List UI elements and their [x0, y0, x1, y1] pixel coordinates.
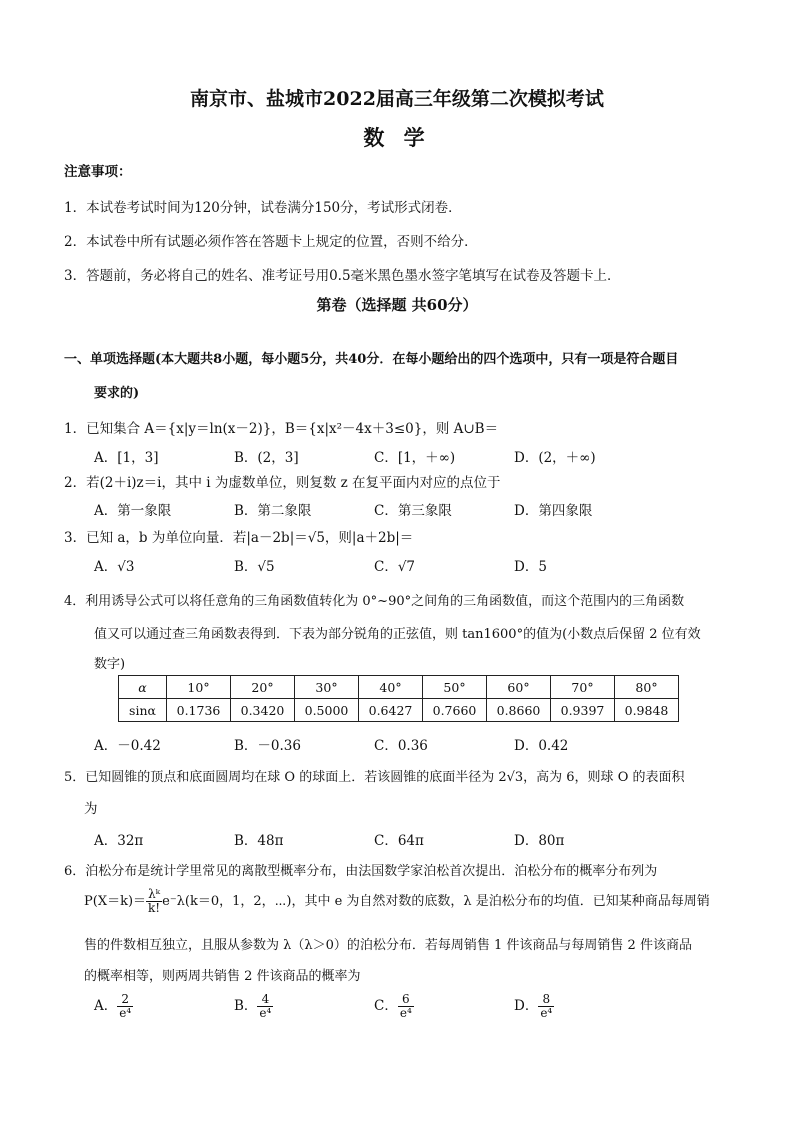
- section-title: 第卷（选择题 共60分）: [316, 296, 478, 314]
- exam-title: 南京市、盐城市2022届高三年级第二次模拟考试: [190, 88, 604, 110]
- option-label: C．: [374, 998, 398, 1015]
- option-label: B．: [234, 998, 258, 1015]
- option-denominator: e⁴: [119, 1006, 132, 1021]
- question-4-stem-cont: 值又可以通过查三角函数表得到．下表为部分锐角的正弦值，则 tan1600°的值为(小数点后保留 2 位有效: [94, 627, 701, 642]
- q3-option-c: C．√7: [374, 559, 416, 575]
- note-item: 2．本试卷中所有试题必须作答在答题卡上规定的位置，否则不给分．: [64, 234, 478, 250]
- question-6-stem: 6．泊松分布是统计学里常见的离散型概率分布，由法国数学家泊松首次提出．泊松分布的概率分布列为: [64, 864, 658, 879]
- option-denominator: e⁴: [259, 1006, 272, 1021]
- table-cell: α: [119, 676, 167, 699]
- q4-option-d: D．0.42: [514, 738, 569, 754]
- formula-numerator: λᵏ: [146, 888, 162, 902]
- table-cell: 0.3420: [231, 699, 295, 722]
- part-instructions: 一、单项选择题(本大题共8小题，每小题5分，共40分．在每小题给出的四个选项中，只有一项是符合题目: [64, 352, 679, 367]
- table-cell: 0.7660: [423, 699, 487, 722]
- table-row: [119, 699, 679, 722]
- q2-option-a: A．第一象限: [94, 503, 172, 519]
- option-fraction: [538, 993, 554, 1020]
- table-cell: 60°: [487, 676, 551, 699]
- q5-option-b: B．48π: [234, 833, 284, 849]
- part-instructions-cont: 要求的): [94, 386, 140, 401]
- question-1-stem: 1．已知集合 A＝{x|y＝ln(x－2)}，B＝{x|x²－4x＋3≤0}，则 A∪B＝: [64, 421, 499, 437]
- option-fraction: [117, 993, 133, 1020]
- question-5-stem-cont: 为: [84, 801, 98, 817]
- formula-left: P(X＝k)＝: [84, 894, 147, 910]
- q1-option-d: D．(2，＋∞): [514, 450, 596, 466]
- question-3-stem: 3．已知 a，b 为单位向量．若|a－2b|＝√5，则|a＋2b|＝: [64, 530, 414, 546]
- option-fraction: [398, 993, 414, 1020]
- question-6-stem-cont: 的概率相等，则两周共销售 2 件该商品的概率为: [84, 969, 361, 984]
- question-6-stem-cont: 售的件数相互独立，且服从参数为 λ（λ＞0）的泊松分布．若每周销售 1 件该商品与每周销售 2 件该商品: [84, 938, 692, 953]
- table-cell: 0.8660: [487, 699, 551, 722]
- table-cell: 30°: [295, 676, 359, 699]
- q2-option-c: C．第三象限: [374, 503, 452, 519]
- q6-option-d: [514, 993, 554, 1020]
- note-item: 1．本试卷考试时间为120分钟，试卷满分150分，考试形式闭卷．: [64, 200, 462, 216]
- q3-option-b: B．√5: [234, 559, 275, 575]
- q1-option-b: B．(2，3]: [234, 450, 299, 466]
- option-numerator: 2: [117, 993, 133, 1007]
- formula-fraction: [146, 888, 162, 915]
- q5-option-c: C．64π: [374, 833, 424, 849]
- notes-heading: 注意事项：: [64, 164, 132, 180]
- option-denominator: e⁴: [540, 1006, 553, 1021]
- subject-title: 数 学: [363, 125, 431, 150]
- q3-option-d: D．5: [514, 559, 547, 575]
- option-label: A．: [94, 998, 118, 1015]
- table-row: [119, 676, 679, 699]
- q3-option-a: A．√3: [94, 559, 135, 575]
- q5-option-a: A．32π: [94, 833, 144, 849]
- q1-option-a: A．[1，3]: [94, 450, 159, 466]
- question-4-stem-cont: 数字): [94, 657, 126, 672]
- option-numerator: 4: [257, 993, 273, 1007]
- q6-option-b: [234, 993, 273, 1020]
- q4-option-b: B．－0.36: [234, 738, 301, 754]
- q4-option-c: C．0.36: [374, 738, 428, 754]
- option-numerator: 6: [398, 993, 414, 1007]
- formula-denominator: k!: [148, 901, 161, 916]
- option-label: D．: [514, 998, 539, 1015]
- table-cell: 80°: [615, 676, 679, 699]
- q5-option-d: D．80π: [514, 833, 565, 849]
- q2-option-b: B．第二象限: [234, 503, 312, 519]
- table-cell: 0.5000: [295, 699, 359, 722]
- table-cell: 70°: [551, 676, 615, 699]
- table-cell: sinα: [119, 699, 167, 722]
- q6-option-a: [94, 993, 133, 1020]
- table-cell: 50°: [423, 676, 487, 699]
- table-cell: 10°: [167, 676, 231, 699]
- table-cell: 0.9397: [551, 699, 615, 722]
- q4-option-a: A．－0.42: [94, 738, 161, 754]
- formula-right: e⁻λ(k＝0，1，2，⋯)，其中 e 为自然对数的底数，λ 是泊松分布的均值．已知某种商品每周销: [162, 894, 710, 910]
- option-fraction: [257, 993, 273, 1020]
- option-denominator: e⁴: [399, 1006, 412, 1021]
- table-cell: 0.1736: [167, 699, 231, 722]
- sine-table: [118, 675, 679, 722]
- question-6-formula: [84, 888, 710, 915]
- note-item: 3．答题前，务必将自己的姓名、准考证号用0.5毫米黑色墨水签字笔填写在试卷及答题卡上．: [64, 268, 621, 284]
- table-cell: 0.6427: [359, 699, 423, 722]
- question-5-stem: 5．已知圆锥的顶点和底面圆周均在球 O 的球面上．若该圆锥的底面半径为 2√3，高为 6，则球 O 的表面积: [64, 770, 685, 785]
- table-cell: 20°: [231, 676, 295, 699]
- question-4-stem: 4．利用诱导公式可以将任意角的三角函数值转化为 0°~90°之间角的三角函数值，而这个范围内的三角函数: [64, 594, 685, 609]
- option-numerator: 8: [538, 993, 554, 1007]
- q1-option-c: C．[1，＋∞): [374, 450, 456, 466]
- q6-option-c: [374, 993, 414, 1020]
- q2-option-d: D．第四象限: [514, 503, 593, 519]
- question-2-stem: 2．若(2＋i)z＝i，其中 i 为虚数单位，则复数 z 在复平面内对应的点位于: [64, 475, 501, 491]
- table-cell: 0.9848: [615, 699, 679, 722]
- table-cell: 40°: [359, 676, 423, 699]
